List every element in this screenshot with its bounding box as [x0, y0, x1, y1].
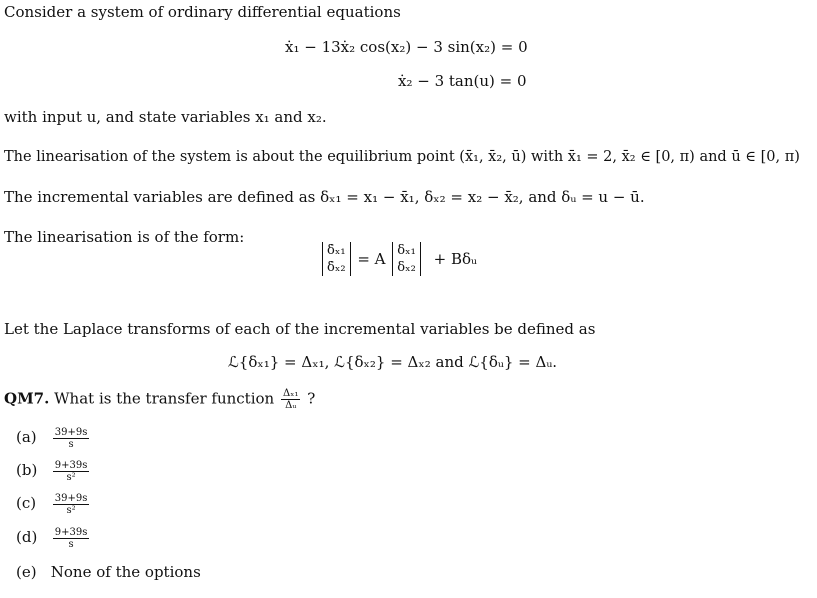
rhs-vector [392, 242, 421, 276]
lhs-vector [322, 242, 351, 276]
option-c[interactable] [16, 492, 91, 516]
equilibrium-text: The linearisation of the system is about the equilibrium point (x̄₁, x̄₂, ū) with x̄₁ = 2, x̄₂ ∈ [0, π) and ū ∈ [0, π) [4, 149, 800, 165]
plus-b: + Bδᵤ [433, 250, 478, 268]
option-label: (b) [16, 461, 38, 479]
question-fraction [281, 388, 300, 411]
fraction-den: s² [66, 471, 76, 483]
option-label: (a) [16, 428, 37, 446]
option-d[interactable] [16, 526, 91, 550]
fraction-den: s [68, 438, 74, 450]
fraction-den: s² [66, 504, 76, 516]
option-a[interactable] [16, 426, 91, 450]
fraction-num: 39+9s [54, 426, 88, 438]
fraction-num: Δₓ₁ [282, 388, 299, 399]
equals-a: = A [357, 250, 386, 268]
option-e[interactable] [16, 561, 201, 583]
laplace-equation: ℒ{δₓ₁} = Δₓ₁, ℒ{δₓ₂} = Δₓ₂ and ℒ{δᵤ} = Δᵤ. [228, 353, 558, 371]
option-fraction [53, 427, 90, 450]
option-fraction [53, 527, 90, 550]
option-fraction [53, 493, 90, 516]
lhs-top: δ̇ₓ₁ [327, 243, 346, 258]
fraction-num: 39+9s [54, 492, 88, 504]
question-text: What is the transfer function [54, 389, 275, 408]
option-label: (c) [16, 494, 37, 512]
option-label: (e) [16, 563, 37, 581]
linear-form [320, 242, 477, 276]
rhs-top: δₓ₁ [397, 243, 416, 258]
form-label: The linearisation is of the form: [4, 228, 245, 246]
laplace-text: Let the Laplace transforms of each of the incremental variables be defined as [4, 320, 596, 338]
lhs-bottom: δ̇ₓ₂ [327, 260, 346, 275]
option-label: (d) [16, 528, 38, 546]
inputs-text: with input u, and state variables x₁ and x₂. [4, 108, 327, 126]
question-id: QM7. [4, 389, 50, 408]
fraction-num: 9+39s [54, 526, 88, 538]
equation-1: ẋ₁ − 13ẋ₂ cos(x₂) − 3 sin(x₂) = 0 [285, 38, 528, 56]
incremental-text: The incremental variables are defined as δₓ₁ = x₁ − x̄₁, δₓ₂ = x₂ − x̄₂, and δᵤ = u − ū. [4, 188, 645, 206]
question-mark: ? [307, 389, 316, 408]
option-fraction [53, 460, 90, 483]
fraction-den: s [68, 538, 74, 550]
intro-text: Consider a system of ordinary differential equations [4, 3, 401, 21]
option-text: None of the options [50, 563, 201, 581]
fraction-num: 9+39s [54, 459, 88, 471]
fraction-den: Δᵤ [285, 400, 297, 411]
rhs-bottom: δₓ₂ [397, 260, 416, 275]
equation-2: ẋ₂ − 3 tan(u) = 0 [398, 72, 527, 90]
option-b[interactable] [16, 459, 91, 483]
question [4, 388, 315, 411]
